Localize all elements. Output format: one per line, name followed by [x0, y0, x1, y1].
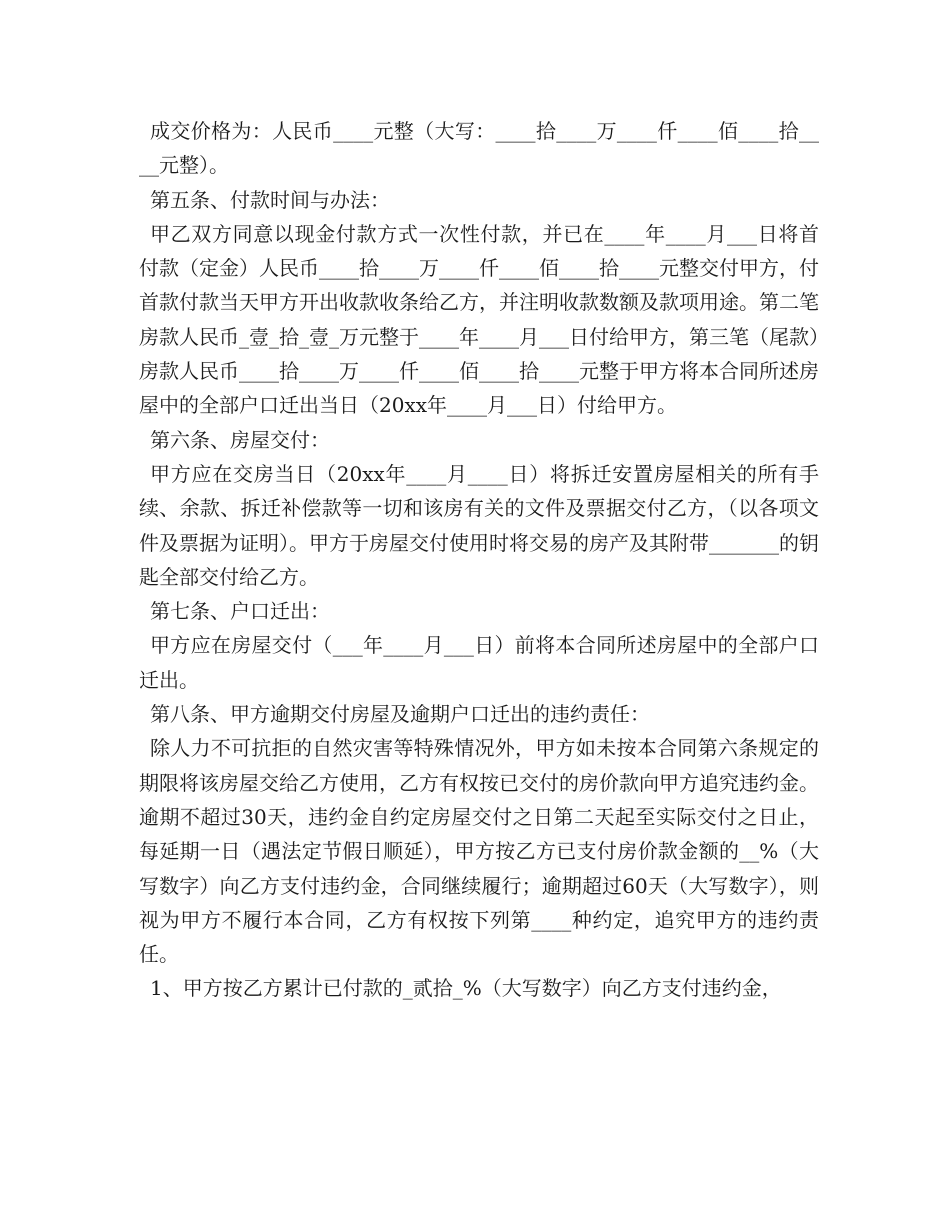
article-6-heading: 第六条、房屋交付：: [150, 427, 330, 452]
article-5-heading: 第五条、付款时间与办法：: [150, 187, 390, 212]
article-7-heading: 第七条、户口迁出：: [150, 599, 330, 624]
contract-body: [139, 114, 819, 1006]
article-8-text: 除人力不可抗拒的自然灾害等特殊情况外，甲方如未按本合同第六条规定的期限将该房屋交给乙方使用，乙方有权按已交付的房价款向甲方追究违约金。逾期不超过30天，违约金自约定房屋交付之日第二天起至实际交付之日止，每延期一日（遇法定节假日顺延），甲方按乙方已支付房价款金额的__%（大写数字）向乙方支付违约金，合同继续履行；逾期超过60天（大写数字），则视为甲方不履行本合同，乙方有权按下列第____种约定，追究甲方的违约责任。: [139, 736, 819, 967]
article-8-heading: 第八条、甲方逾期交付房屋及逾期户口迁出的违约责任：: [150, 702, 650, 727]
article-7-text: 甲方应在房屋交付（___年____月___日）前将本合同所述房屋中的全部户口迁出。: [139, 633, 819, 692]
price-clause: 成交价格为：人民币____元整（大写：____拾____万____仟____佰____拾____元整）。: [139, 119, 819, 178]
article-5-text: 甲乙双方同意以现金付款方式一次性付款，并已在____年____月___日将首付款（定金）人民币____拾____万____仟____佰____拾____元整交付甲方，付首款付款当天甲方开出收款收条给乙方，并注明收款数额及款项用途。第二笔房款人民币_壹_拾_壹_万元整于____年____月___日付给甲方，第三笔（尾款）房款人民币____拾____万____仟____佰____拾____元整于甲方将本合同所述房屋中的全部户口迁出当日（20xx年____月___日）付给甲方。: [139, 221, 819, 418]
article-6-text: 甲方应在交房当日（20xx年____月____日）将拆迁安置房屋相关的所有手续、余款、拆迁补偿款等一切和该房有关的文件及票据交付乙方，（以各项文件及票据为证明）。甲方于房屋交付使用时将交易的房产及其附带_______的钥匙全部交付给乙方。: [139, 461, 819, 589]
article-8-item-1: 1、甲方按乙方累计已付款的_贰拾_%（大写数字）向乙方支付违约金，: [150, 976, 782, 1001]
